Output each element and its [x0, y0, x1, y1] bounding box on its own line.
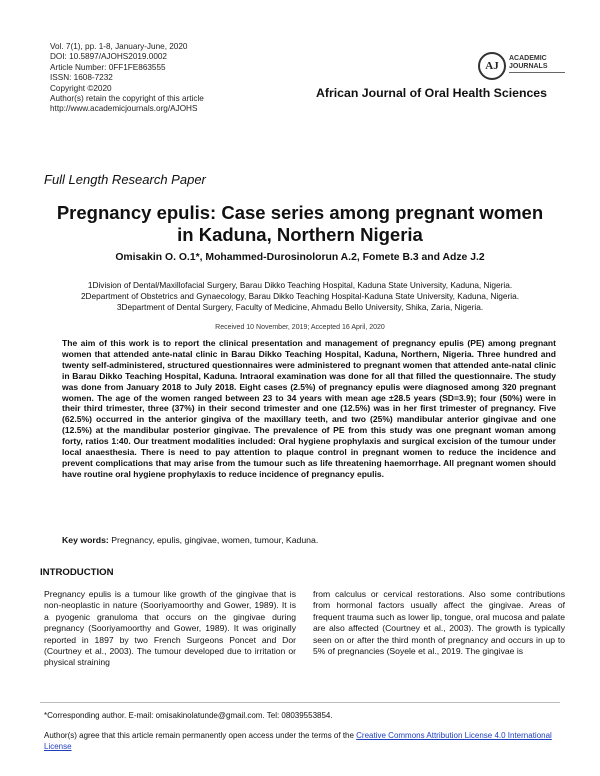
intro-column-right: from calculus or cervical restorations. Also some contributions from hormonal factors usually affect the gingivae. Areas of frequent trauma such as lower lip, tongue, oral mucosa and palate are also affected (Courtney et al., 2003). The growth is typically seen on or after the third month of pregnancy and occurs in up to 5% of pregnancies (Soyele et al., 2019. The gingivae is [313, 589, 565, 657]
title-line-2: in Kaduna, Northern Nigeria [177, 224, 423, 245]
license-text: Author(s) agree that this article remain permanently open access under the terms of the [44, 731, 357, 740]
meta-volume: Vol. 7(1), pp. 1-8, January-June, 2020 [50, 42, 188, 51]
keywords [62, 535, 318, 545]
intro-column-left: Pregnancy epulis is a tumour like growth of the gingivae that is non-neoplastic in nature (Sooriyamoorthy and Gower, 1989). It is a pyogenic granuloma that occurs on the gingivae during pregnancy (Sooriyamoorthy and Gower, 1989). It was originally reported in 1897 by two French Surgeons Poncet and Dor (Courtney et al., 2003). The tumour developed due to irritation or physical straining [44, 589, 296, 668]
meta-rights: Author(s) retain the copyright of this article [50, 94, 204, 104]
keywords-list: Pregnancy, epulis, gingivae, women, tumour, Kaduna. [111, 535, 319, 545]
logo-underline [509, 72, 565, 73]
affiliation-3: 3Department of Dental Surgery, Faculty of Medicine, Ahmadu Bello University, Shika, Zaria, Nigeria. [116, 301, 484, 312]
meta-issn: ISSN: 1608-7232 [50, 73, 113, 83]
journal-title: African Journal of Oral Health Sciences [316, 86, 547, 100]
affiliation-1: 1Division of Dental/Maxillofacial Surgery, Barau Dikko Teaching Hospital, Kaduna State University, Kaduna, Nigeria. [87, 280, 513, 290]
received-dates: Received 10 November, 2019; Accepted 16 April, 2020 [215, 324, 385, 331]
abstract: The aim of this work is to report the clinical presentation and management of pregnancy epulis (PE) among pregnant women that attended ante-natal clinic in Barau Dikko Teaching Hospital, Kaduna, Northern, Nigeria. Three hundred and twenty self-administered, structured questionnaires were administered to pregnant women that attended ante-natal clinic in Barau Dikko Teaching Hospital, Kaduna. Intraoral examination was done for all that filled the questionnaire. The study was done from January 2018 to July 2018. Eight cases (2.5%) of pregnancy epulis were diagnosed among 320 pregnant women. The age of the women ranged between 23 to 34 years with mean age ±28.5 years (SD=3.9); four (50%) were in their third trimester, three (37%) in their second trimester and one (12.5%) was in her first trimester of pregnancy. Five (62.5%) occurred in the anterior gingiva of the maxillary teeth, and two (25%) mandibular anterior gingivae and one (12.5%) at the mandibular posterior gingivae. The prevalence of PE from this study was one pregnant woman among forty, ratios 1:40. Our treatment modalities included: Oral hygiene prophylaxis and surgical excision of the tumour under local anaesthesia. There is need to pay attention to plaque control in pregnant women to reduce the incidence and prevent complications that may arise from the tumour such as life threatening haemorrhage. All pregnant women should have routine oral hygiene prophylaxis to reduce incidence of pregnancy epulis. [62, 338, 556, 479]
title-line-1: Pregnancy epulis: Case series among pregnant women [56, 202, 544, 223]
footnote-divider [40, 702, 560, 703]
author-list: Omisakin O. O.1*, Mohammed-Durosinolorun A.2, Fomete B.3 and Adze J.2 [115, 252, 485, 263]
meta-article-number: Article Number: 0FF1FE863555 [50, 62, 166, 72]
paper-type: Full Length Research Paper [44, 172, 206, 187]
license-notice [44, 730, 564, 752]
article-metadata [50, 42, 204, 115]
logo-mark: AJ [478, 52, 506, 80]
section-heading-introduction: INTRODUCTION [40, 567, 114, 578]
meta-doi: DOI: 10.5897/AJOHS2019.0002 [50, 52, 167, 62]
meta-url[interactable]: http://www.academicjournals.org/AJOHS [50, 104, 198, 114]
keywords-label: Key words: [62, 535, 109, 545]
logo-text: ACADEMIC JOURNALS [509, 55, 548, 70]
meta-copyright: Copyright ©2020 [50, 83, 112, 93]
corresponding-author: *Corresponding author. E-mail: omisakinolatunde@gmail.com. Tel: 08039553854. [44, 711, 333, 720]
affiliations [0, 280, 600, 312]
paper-title [20, 202, 580, 246]
publisher-logo [478, 52, 570, 80]
affiliation-2: 2Department of Obstetrics and Gynaecology, Barau Dikko Teaching Hospital-Kaduna State University, Kaduna, Nigeria. [80, 290, 520, 301]
license-link[interactable]: Creative Commons Attribution License 4.0 International License [44, 731, 552, 751]
